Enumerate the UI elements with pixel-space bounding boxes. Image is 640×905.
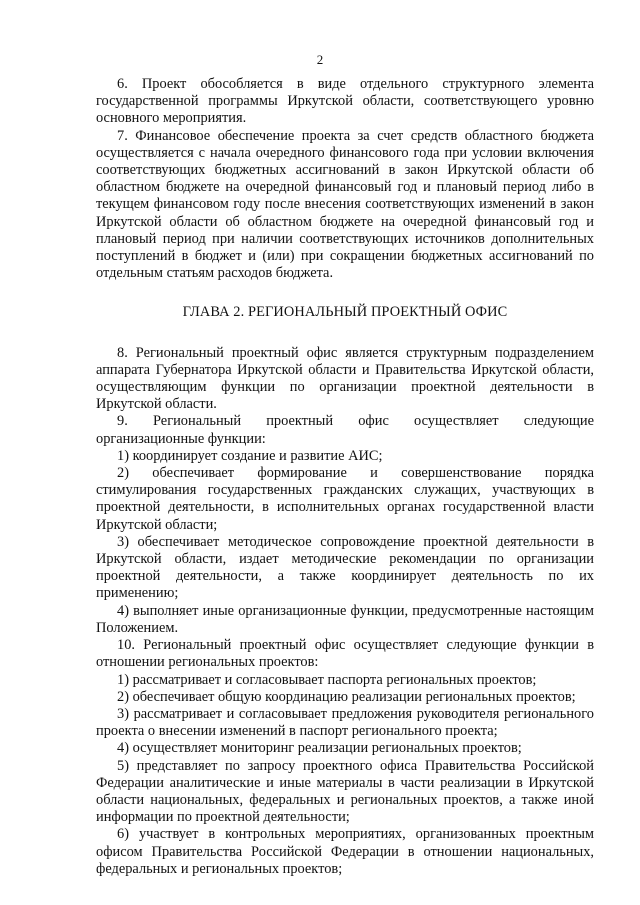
page-number: 2 (316, 52, 324, 67)
chapter-heading: ГЛАВА 2. РЕГИОНАЛЬНЫЙ ПРОЕКТНЫЙ ОФИС (182, 304, 508, 321)
list-item-10-2: 2) обеспечивает общую координацию реализации региональных проектов; (117, 688, 576, 705)
list-item-9-3: 3) обеспечивает методическое сопровождение проектной деятельности в Иркутской области, издает методические рекомендации по организации проектной деятельности, а также координирует деятельность по их применению; (96, 533, 594, 602)
paragraph-9: 9. Региональный проектный офис осуществляет следующие организационные функции: (96, 413, 594, 447)
list-item-10-1: 1) рассматривает и согласовывает паспорта региональных проектов; (117, 671, 537, 688)
paragraph-6: 6. Проект обособляется в виде отдельного структурного элемента государственной программы Иркутской области, соответствующего уровню основного мероприятия. (96, 76, 594, 127)
list-item-10-5: 5) представляет по запросу проектного офиса Правительства Российской Федерации аналитические и иные материалы в части реализации в Иркутской области национальных, федеральных и региональных проектов, а также иной информации по проектной деятельности; (96, 757, 594, 826)
list-item-10-4: 4) осуществляет мониторинг реализации региональных проектов; (117, 740, 522, 757)
list-item-9-4: 4) выполняет иные организационные функции, предусмотренные настоящим Положением. (96, 602, 594, 636)
paragraph-8: 8. Региональный проектный офис является структурным подразделением аппарата Губернатора Иркутской области и Правительства Иркутской области, осуществляющим функции по организации проектной деятельности в Иркутской области. (96, 344, 594, 413)
paragraph-7: 7. Финансовое обеспечение проекта за счет средств областного бюджета осуществляется с начала очередного финансового года при условии включения соответствующих бюджетных ассигнований в закон Иркутской области об областном бюджете на очередной финансовый год и плановый период либо в текущем финансовом году после внесения соответствующих изменений в закон Иркутской области об областном бюджете на очередной финансовый год и плановый период при наличии соответствующих источников дополнительных поступлений в бюджет и (или) при сокращении бюджетных ассигнований по отдельным статьям расходов бюджета. (96, 127, 594, 282)
list-item-9-2: 2) обеспечивает формирование и совершенствование порядка стимулирования государственных гражданских служащих, участвующих в проектной деятельности, в исполнительных органах государственной власти Иркутской области; (96, 465, 594, 533)
list-item-9-1: 1) координирует создание и развитие АИС; (117, 447, 383, 464)
list-item-10-6: 6) участвует в контрольных мероприятиях, организованных проектным офисом Правительства Российской Федерации в отношении национальных, федеральных и региональных проектов; (96, 826, 594, 877)
paragraph-10: 10. Региональный проектный офис осуществляет следующие функции в отношении региональных проектов: (96, 637, 594, 671)
list-item-10-3: 3) рассматривает и согласовывает предложения руководителя регионального проекта о внесении изменений в паспорт регионального проекта; (96, 705, 594, 740)
document-body (96, 76, 594, 878)
